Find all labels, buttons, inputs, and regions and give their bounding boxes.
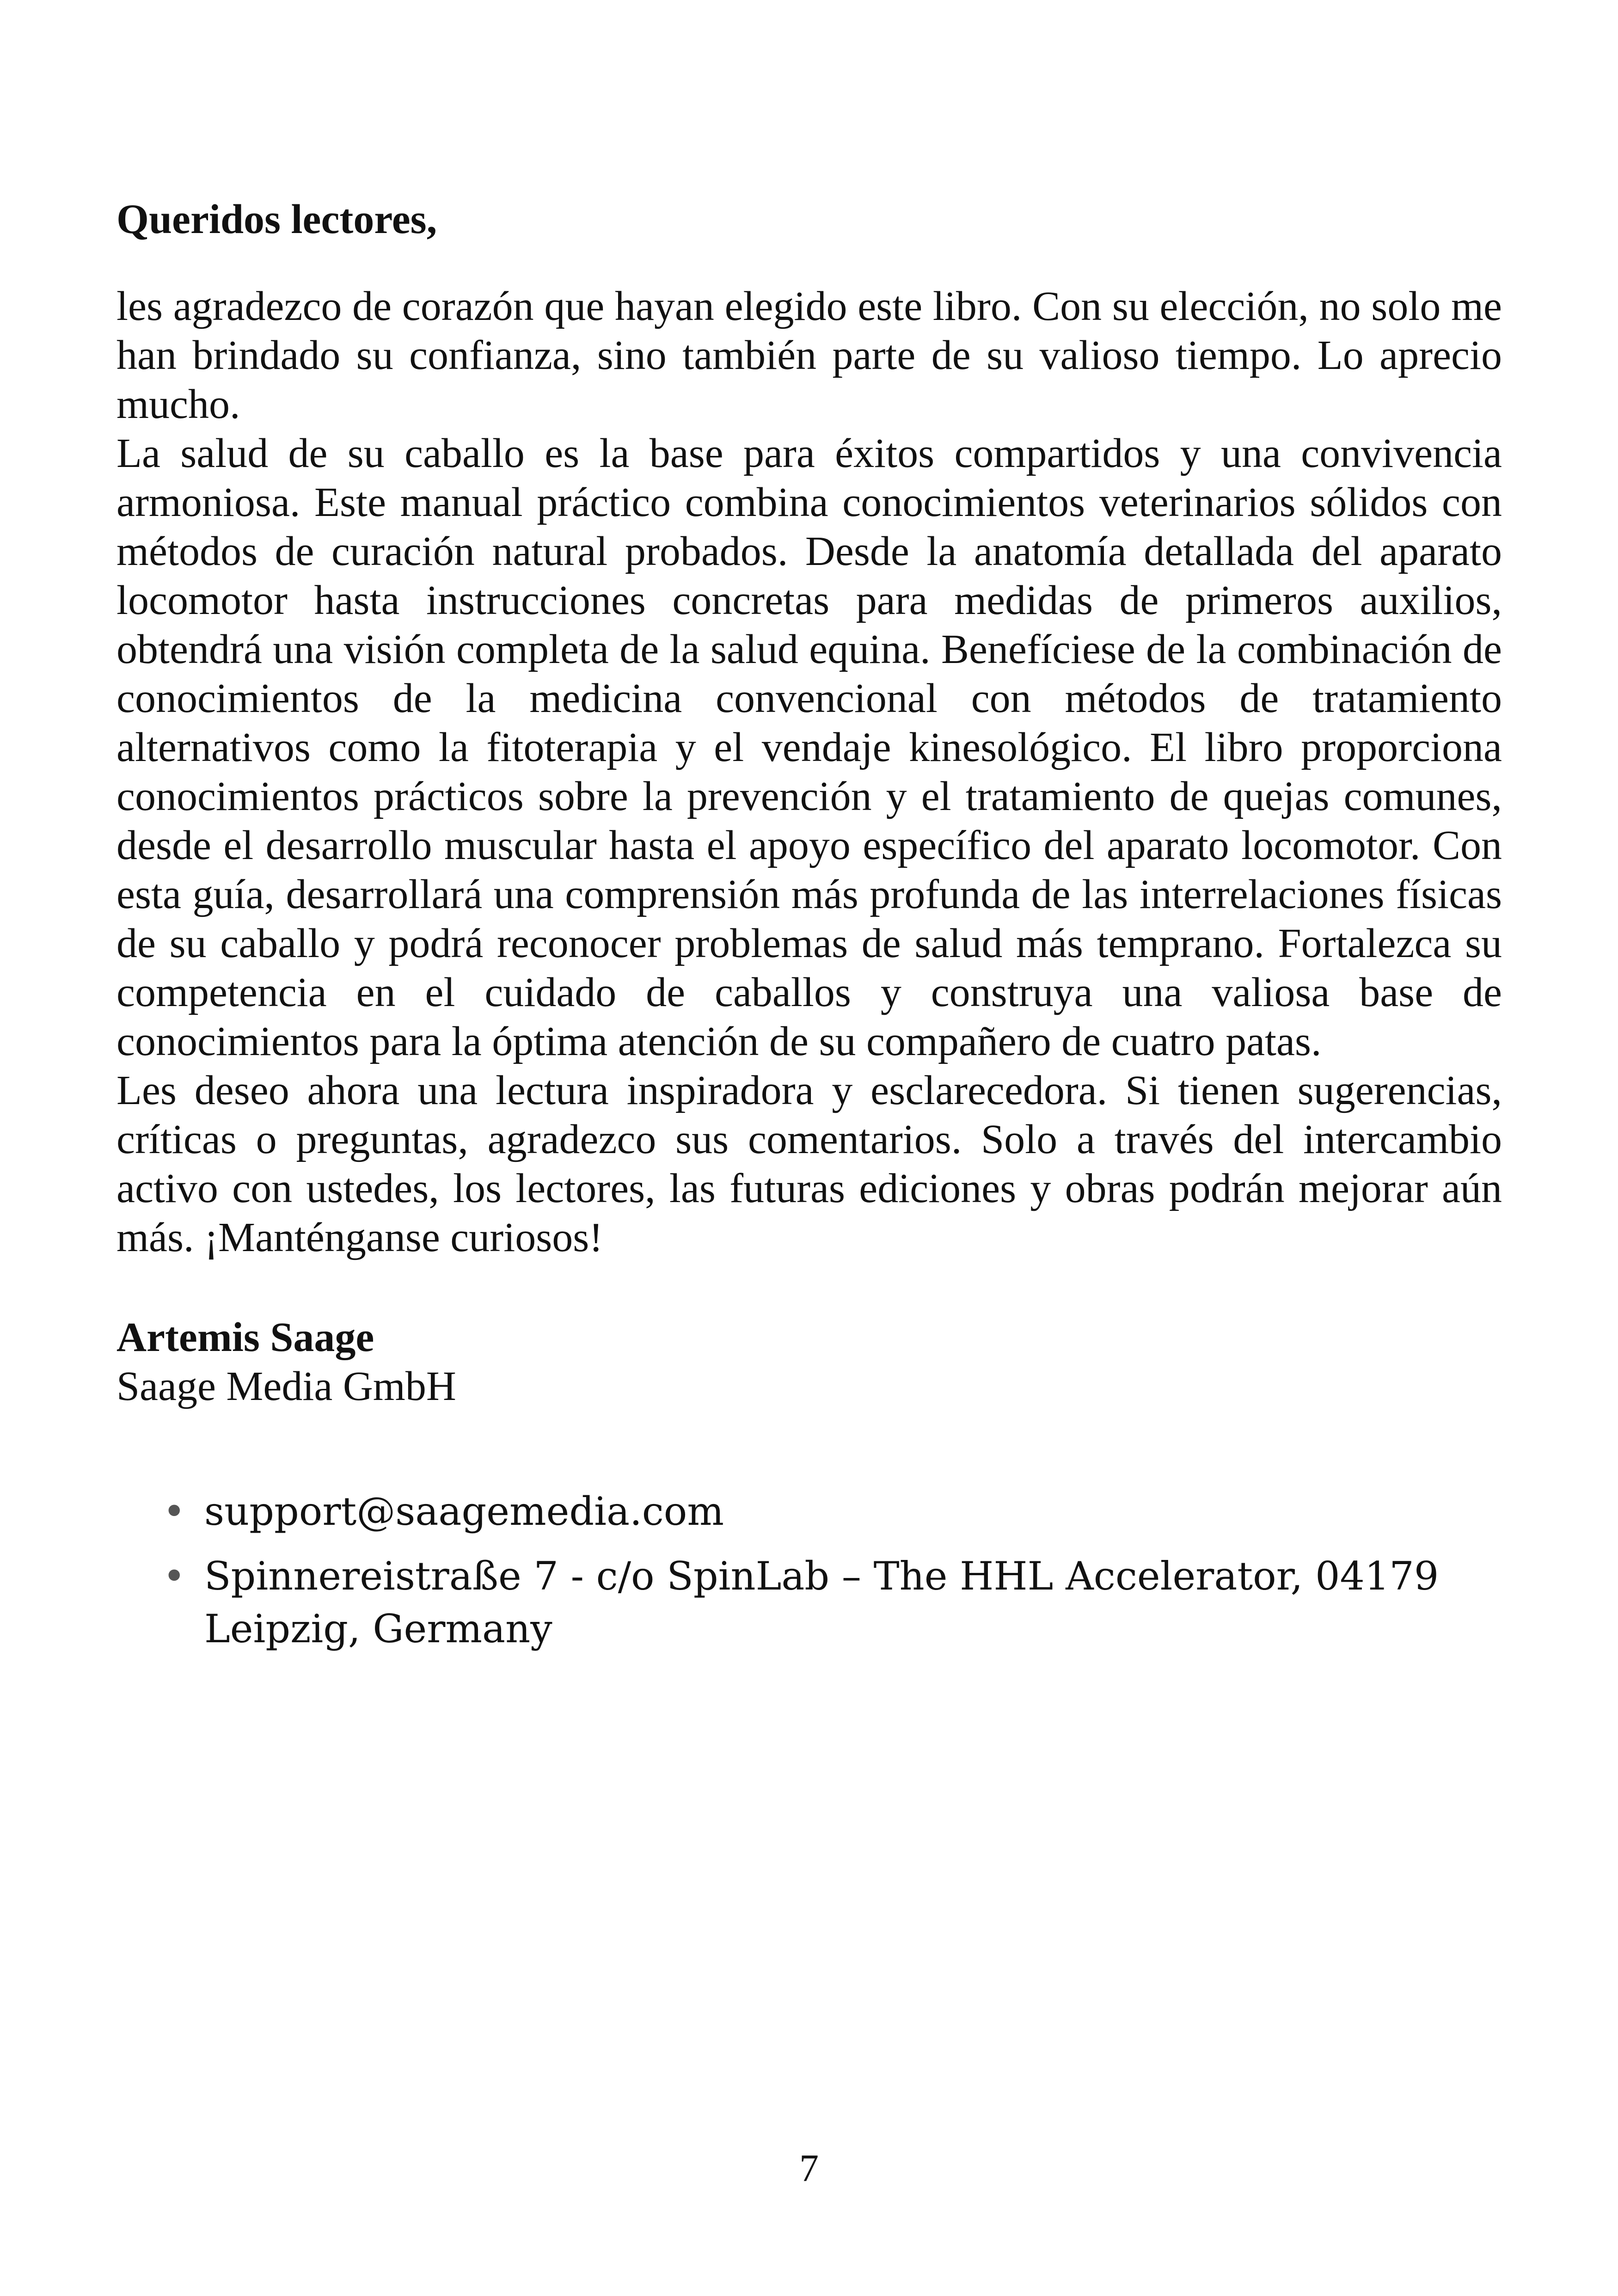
company-name: Saage Media GmbH xyxy=(116,1363,456,1409)
contact-address: Spinnereistraße 7 - c/o SpinLab – The HHL Accelerator, 04179 Leipzig, Germany xyxy=(204,1553,1439,1651)
contact-email-item xyxy=(116,1485,1502,1538)
contact-email[interactable]: support@saagemedia.com xyxy=(204,1489,724,1534)
letter-page xyxy=(116,194,1502,1667)
paragraph-closing-wishes: Les deseo ahora una lectura inspiradora y esclarecedora. Si tienen sugerencias, críticas o preguntas, agradezco sus comentarios. Solo a través del intercambio activo con ustedes, los lectores, las futuras ediciones y obras podrán mejorar aún más. ¡Manténganse curiosos! xyxy=(116,1068,1502,1260)
author-name: Artemis Saage xyxy=(116,1314,374,1360)
contact-address-item xyxy=(116,1550,1502,1655)
bullet-icon: • xyxy=(163,1553,186,1599)
letter-body xyxy=(116,282,1502,1262)
signature-block xyxy=(116,1313,1502,1411)
salutation: Queridos lectores, xyxy=(116,196,437,242)
bullet-icon: • xyxy=(163,1489,186,1534)
paragraph-book-description: La salud de su caballo es la base para éxitos compartidos y una convivencia armoniosa. Este manual práctico combina conocimientos veterinarios sólidos con métodos de curación natural probados. Desde la anatomía detallada del aparato locomotor hasta instrucciones concretas para medidas de primeros auxilios, obtendrá una visión completa de la salud equina. Benefíciese de la combinación de conocimientos de la medicina convencional con métodos de tratamiento alternativos como la fitoterapia y el vendaje kinesológico. El libro proporciona conocimientos prácticos sobre la prevención y el tratamiento de quejas comunes, desde el desarrollo muscular hasta el apoyo específico del aparato locomotor. Con esta guía, desarrollará una comprensión más profunda de las interrelaciones físicas de su caballo y podrá reconocer problemas de salud más temprano. Fortalezca su competencia en el cuidado de caballos y construya una valiosa base de conocimientos para la óptima atención de su compañero de cuatro patas. xyxy=(116,430,1502,1064)
paragraph-gratitude: les agradezco de corazón que hayan elegido este libro. Con su elección, no solo me han brindado su confianza, sino también parte de su valioso tiempo. Lo aprecio mucho. xyxy=(116,283,1502,427)
page-number: 7 xyxy=(799,2147,819,2190)
contact-list xyxy=(116,1485,1502,1655)
